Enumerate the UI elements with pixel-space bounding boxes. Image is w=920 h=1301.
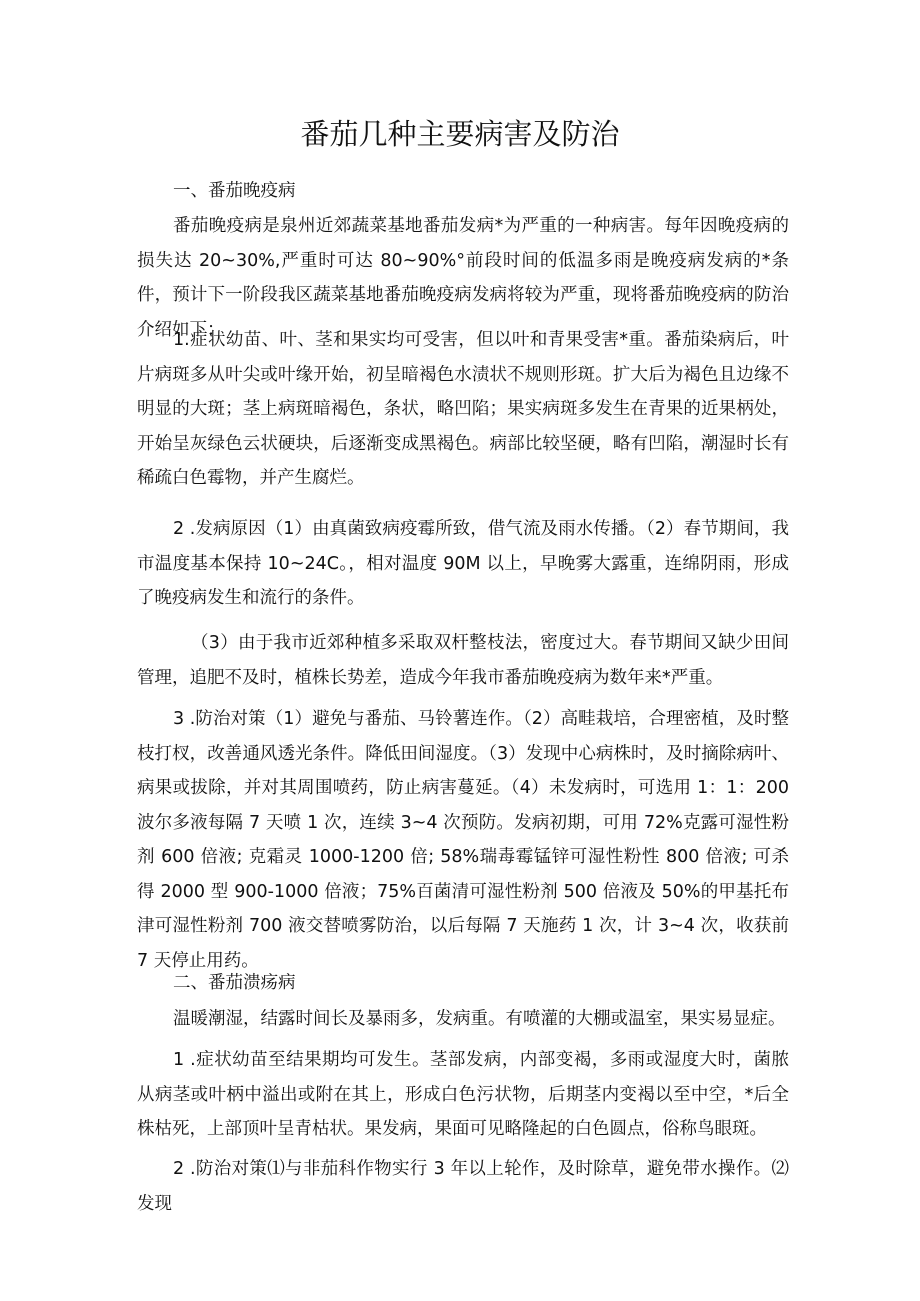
paragraph-late-blight-causes-3: （3）由于我市近郊种植多采取双杆整枝法，密度过大。春节期间又缺少田间管理，追肥不及时，植株长势差，造成今年我市番茄晚疫病为数年来*严重。 [137,633,789,688]
section-heading-canker: 二、番茄溃疡病 [173,973,296,993]
paragraph-late-blight-symptoms: 1.症状幼苗、叶、茎和果实均可受害，但以叶和青果受害*重。番茄染病后，叶片病斑多从叶尖或叶缘开始，初呈暗褐色水渍状不规则形斑。扩大后为褐色且边缘不明显的大斑；茎上病斑暗褐色，条状，略凹陷；果实病斑多发生在青果的近果柄处，开始呈灰绿色云状硬块，后逐渐变成黑褐色。病部比较坚硬，略有凹陷，潮湿时长有稀疏白色霉物，并产生腐烂。 [137,330,789,488]
paragraph-canker-control: 2 .防治对策⑴与非茄科作物实行 3 年以上轮作，及时除草，避免带水操作。⑵发现 [137,1159,789,1214]
paragraph-late-blight-causes: 2 .发病原因（1）由真菌致病疫霉所致，借气流及雨水传播。（2）春节期间，我市温度基本保持 10~24C。，相对温度 90M 以上，早晚雾大露重，连绵阴雨，形成了晚疫病发生和流行的条件。 [137,519,789,608]
section-heading-late-blight: 一、番茄晚疫病 [173,181,296,201]
paragraph-late-blight-intro: 番茄晚疫病是泉州近郊蔬菜基地番茄发病*为严重的一种病害。每年因晚疫病的损失达 20~30%,严重时可达 80~90%°前段时间的低温多雨是晚疫病发病的*条件，预计下一阶段我区蔬菜基地番茄晚疫病发病将较为严重，现将番茄晚疫病的防治介绍如下： [137,216,789,340]
paragraph-late-blight-control: 3 .防治对策（1）避免与番茄、马铃薯连作。（2）高畦栽培，合理密植，及时整枝打杈，改善通风透光条件。降低田间湿度。（3）发现中心病株时，及时摘除病叶、病果或拔除，并对其周围喷药，防止病害蔓延。（4）未发病时，可选用 1：1：200 波尔多液每隔 7 天喷 1 次，连续 3~4 次预防。发病初期，可用 72%克露可湿性粉剂 600 倍液; 克霜灵 1000-1200 倍; 58%瑞毒霉锰锌可湿性粉性 800 倍液; 可杀得 2000 型 900-1000 倍液；75%百菌清可湿性粉剂 500 倍液及 50%的甲基托布津可湿性粉剂 700 液交替喷雾防治，以后每隔 7 天施药 1 次，计 3~4 次，收获前 7 天停止用药。 [137,709,789,971]
paragraph-canker-intro: 温暖潮湿，结露时间长及暴雨多，发病重。有喷灌的大棚或温室，果实易显症。 [173,1009,786,1029]
page-title: 番茄几种主要病害及防治 [300,117,620,151]
paragraph-canker-symptoms: 1 .症状幼苗至结果期均可发生。茎部发病，内部变褐，多雨或湿度大时，菌脓从病茎或叶柄中溢出或附在其上，形成白色污状物，后期茎内变褐以至中空，*后全株枯死，上部顶叶呈青枯状。果发病，果面可见略隆起的白色圆点，俗称鸟眼斑。 [137,1050,789,1139]
